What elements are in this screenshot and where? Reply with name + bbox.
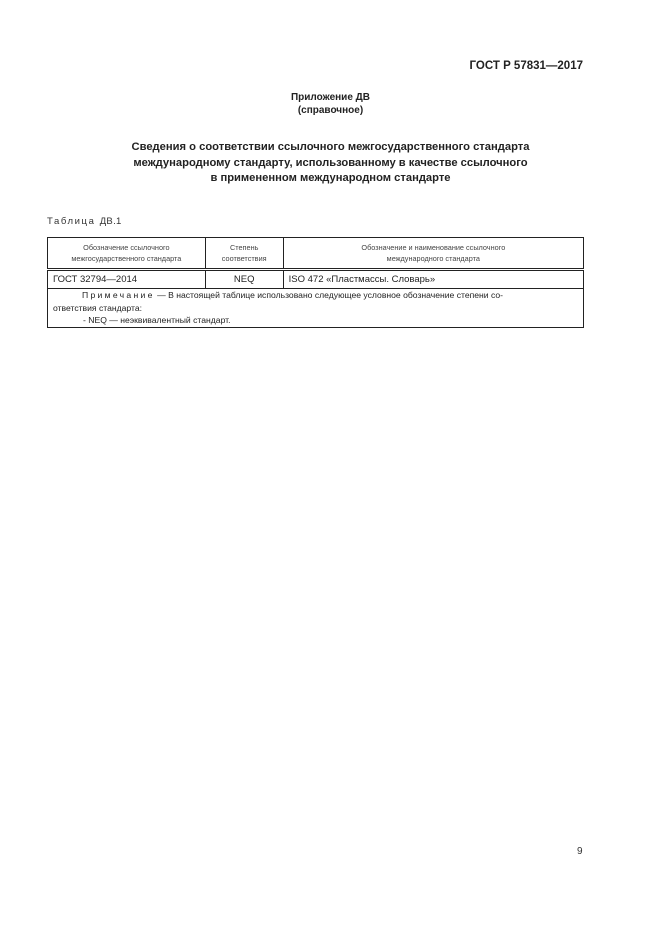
column-header-line: Обозначение и наименование ссылочного xyxy=(361,243,506,252)
column-header-designation xyxy=(48,238,206,270)
table-caption xyxy=(47,216,122,227)
note-item: - NEQ — неэквивалентный стандарт. xyxy=(83,315,231,325)
cell-degree: NEQ xyxy=(205,270,283,289)
column-header-line: Степень xyxy=(229,243,259,252)
note-line-2: ответствия стандарта: xyxy=(53,302,143,313)
cell-international: ISO 472 «Пластмассы. Словарь» xyxy=(283,270,583,289)
annex-title-block xyxy=(0,91,661,117)
heading-line-1: Сведения о соответствии ссылочного межгосударственного стандарта xyxy=(131,141,530,153)
annex-subtitle: (справочное) xyxy=(297,105,364,116)
page-number: 9 xyxy=(577,846,583,857)
column-header-line: международного стандарта xyxy=(386,254,480,263)
heading-line-3: в примененном международном стандарте xyxy=(210,172,451,184)
column-header-line: соответствия xyxy=(221,254,267,263)
section-heading xyxy=(0,140,661,187)
column-header-degree xyxy=(205,238,283,270)
table-row xyxy=(48,270,584,289)
annex-title: Приложение ДВ xyxy=(290,92,371,103)
table-note xyxy=(48,289,584,328)
column-header-international xyxy=(283,238,583,270)
table-header-row xyxy=(48,238,584,270)
column-header-line: межгосударственного стандарта xyxy=(71,254,182,263)
note-text: — В настоящей таблице использовано следующее условное обозначение степени со- xyxy=(154,290,504,300)
heading-line-2: международному стандарту, использованному в качестве ссылочного xyxy=(133,156,528,169)
note-label: Примечание xyxy=(82,290,155,300)
table-caption-number: ДВ.1 xyxy=(99,216,122,227)
note-line-1 xyxy=(53,289,578,302)
table-note-row xyxy=(48,289,584,328)
table-caption-word: Таблица xyxy=(47,216,96,227)
cell-designation: ГОСТ 32794—2014 xyxy=(48,270,206,289)
reference-table xyxy=(47,237,584,328)
column-header-line: Обозначение ссылочного xyxy=(83,243,170,252)
document-code: ГОСТ Р 57831—2017 xyxy=(469,60,583,72)
